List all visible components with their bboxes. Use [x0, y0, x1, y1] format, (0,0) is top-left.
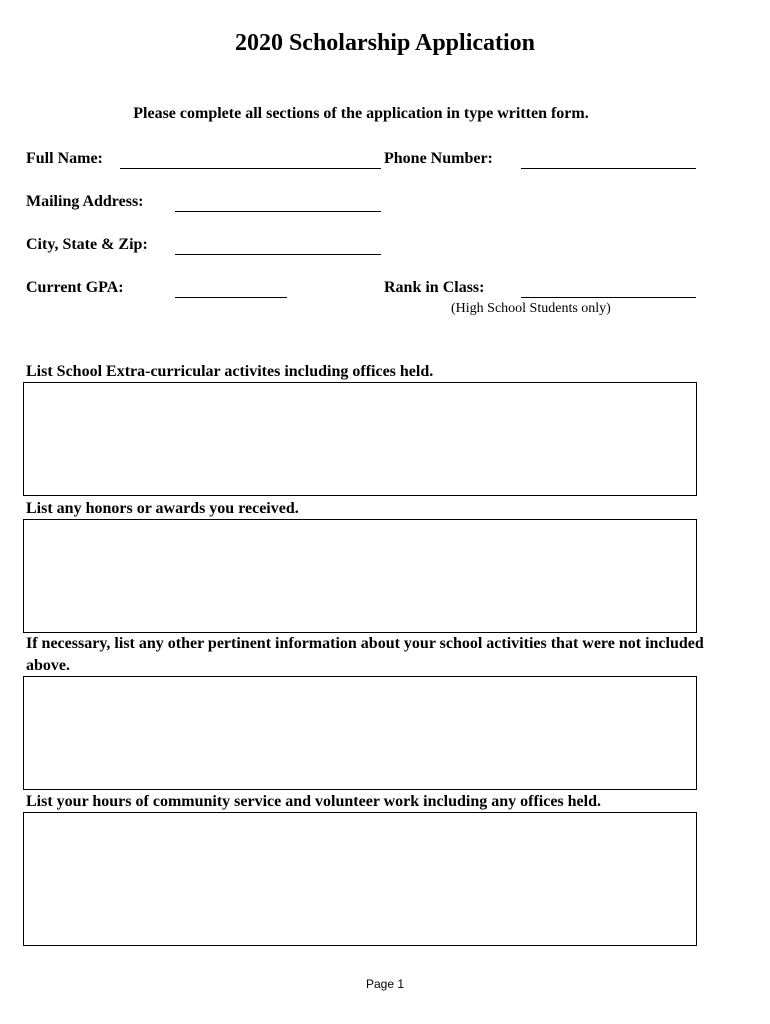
city-state-zip-label: City, State & Zip: [26, 236, 148, 253]
other-info-textbox[interactable] [23, 676, 697, 790]
section-label-extracurricular: List School Extra-curricular activites including offices held. [26, 363, 434, 380]
page-number: Page 1 [365, 977, 405, 991]
instructions-text: Please complete all sections of the application in type written form. [133, 105, 589, 122]
phone-number-field[interactable] [521, 168, 696, 169]
document-title: 2020 Scholarship Application [234, 30, 536, 56]
current-gpa-field[interactable] [175, 297, 287, 298]
community-service-textbox[interactable] [23, 812, 697, 946]
section-label-community-service: List your hours of community service and volunteer work including any offices held. [26, 793, 601, 810]
rank-in-class-field[interactable] [521, 297, 696, 298]
section-label-other-info: If necessary, list any other pertinent information about your school activities that were not included above. [26, 635, 704, 674]
rank-in-class-note: (High School Students only) [451, 301, 611, 316]
full-name-field[interactable] [120, 168, 381, 169]
section-label-honors: List any honors or awards you received. [26, 500, 299, 517]
phone-number-label: Phone Number: [384, 150, 493, 167]
current-gpa-label: Current GPA: [26, 279, 124, 296]
extracurricular-textbox[interactable] [23, 382, 697, 496]
mailing-address-label: Mailing Address: [26, 193, 144, 210]
mailing-address-field[interactable] [175, 211, 381, 212]
honors-textbox[interactable] [23, 519, 697, 633]
full-name-label: Full Name: [26, 150, 103, 167]
rank-in-class-label: Rank in Class: [384, 279, 485, 296]
city-state-zip-field[interactable] [175, 254, 381, 255]
